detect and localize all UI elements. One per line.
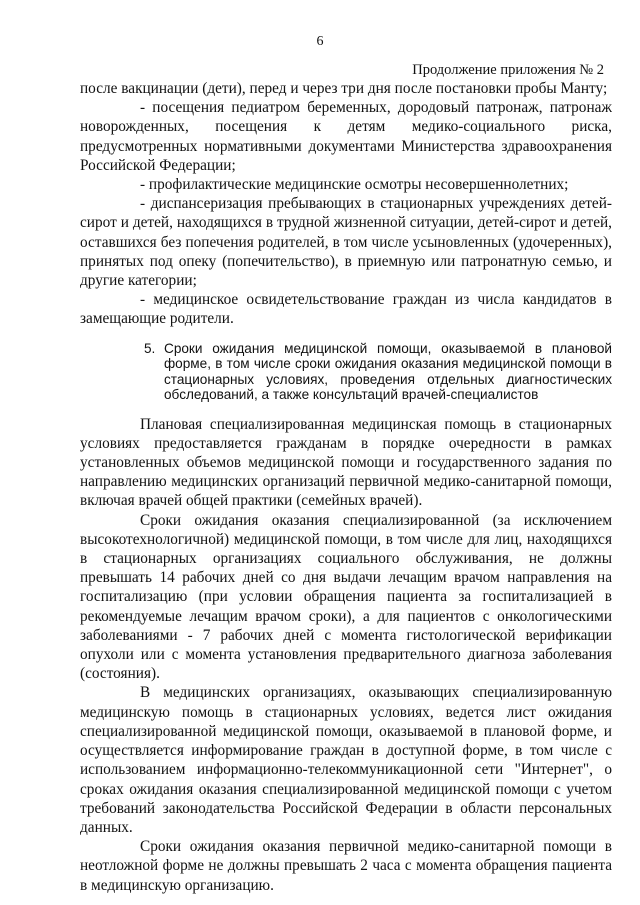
paragraph-urgent-care: Сроки ожидания оказания первичной медико-санитарной помощи в неотложной форме не должны превышать 2 часа с момента обращения пациента в медицинскую организацию. <box>80 838 612 894</box>
section-heading <box>144 341 612 403</box>
appendix-label: Продолжение приложения № 2 <box>412 62 604 78</box>
paragraph-planned-care: Плановая специализированная медицинская помощь в стационарных условиях предоставляется гражданам в порядке очередности в рамках установленных объемов медицинской помощи и государственного задания по направлению медицинских организаций первичной медико-санитарной помощи, включая врачей общей практики (семейных врачей). <box>80 415 612 510</box>
section-title: Сроки ожидания медицинской помощи, оказываемой в плановой форме, в том числе сроки ожидания оказания медицинской помощи в стационарных условиях, проведения отдельных диагностических обследований, а также консультаций врачей-специалистов <box>164 340 612 403</box>
paragraph-waiting-list: В медицинских организациях, оказывающих специализированную медицинскую помощь в стационарных условиях, ведется лист ожидания специализированной медицинской помощи, оказываемой в плановой форме, и осуществляется информирование граждан в доступной форме, в том числе с использованием информационно-телекоммуникационной сети "Интернет", о сроках ожидания оказания специализированной медицинской помощи с учетом требований законодательства Российской Федерации в области персональных данных. <box>80 684 612 836</box>
paragraph-orphan-screening: - диспансеризация пребывающих в стационарных учреждениях детей-сирот и детей, находящихся в трудной жизненной ситуации, детей-сирот и детей, оставшихся без попечения родителей, в том числе усыновленных (удочеренных), принятых под опеку (попечительство), в приемную или патронатную семью, и другие категории; <box>80 195 612 290</box>
section-number: 5. <box>144 340 156 356</box>
paragraph-waiting-times: Сроки ожидания оказания специализированной (за исключением высокотехнологичной) медицинской помощи, в том числе для лиц, находящихся в стационарных организациях социального обслуживания, не должны превышать 14 рабочих дней со дня выдачи лечащим врачом направления на госпитализацию (при условии обращения пациента за госпитализацией в рекомендуемые лечащим врачом сроки), а для пациентов с онкологическими заболеваниями - 7 рабочих дней с момента гистологической верификации опухоли или с момента установления предварительного диагноза заболевания (состояния). <box>80 511 612 683</box>
document-body <box>80 79 612 895</box>
page-number: 6 <box>316 34 324 49</box>
paragraph-pediatric-visits: - посещения педиатром беременных, дородовый патронаж, патронаж новорожденных, посещения к детям медико-социального риска, предусмотренных нормативными документами Министерства здравоохранения Российской Федерации; <box>80 99 612 174</box>
paragraph-vaccination-continuation: после вакцинации (дети), перед и через три дня после постановки пробы Манту; <box>80 80 608 97</box>
paragraph-preventive-exams: - профилактические медицинские осмотры несовершеннолетних; <box>140 176 569 194</box>
paragraph-foster-candidates: - медицинское освидетельствование граждан из числа кандидатов в замещающие родители. <box>80 291 612 328</box>
